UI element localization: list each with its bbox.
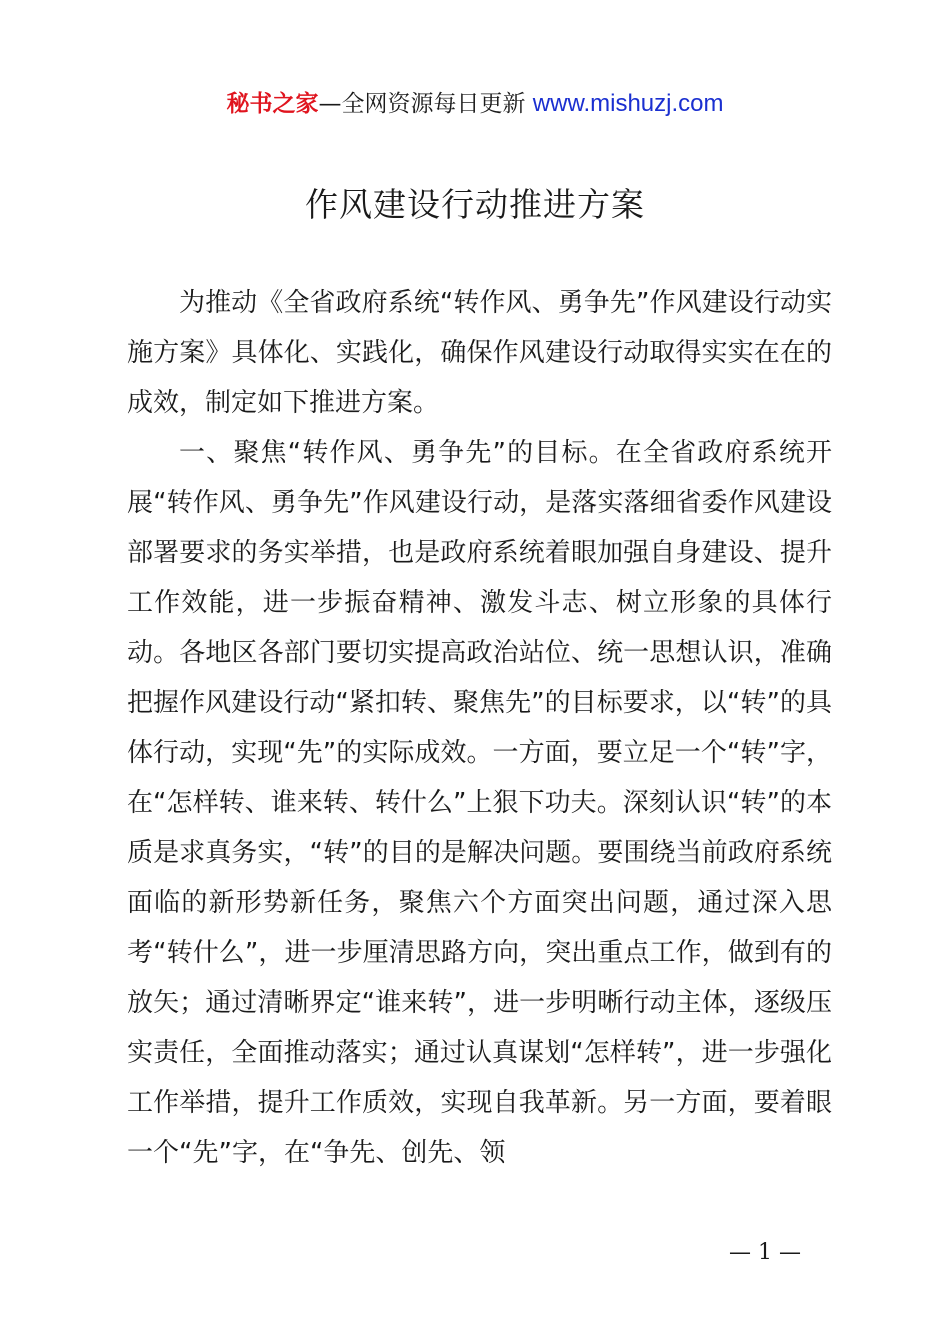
site-header [0,88,950,120]
intro-paragraph: 为推动《全省政府系统“转作风、勇争先”作风建设行动实施方案》具体化、实践化，确保作风建设行动取得实实在在的成效，制定如下推进方案。 [127,288,832,418]
header-tagline: —全网资源每日更新 [318,91,533,117]
document-body [127,278,832,1178]
section-one-paragraph: 一、聚焦“转作风、勇争先”的目标。在全省政府系统开展“转作风、勇争先”作风建设行动，是落实落细省委作风建设部署要求的务实举措，也是政府系统着眼加强自身建设、提升工作效能，进一步振奋精神、激发斗志、树立形象的具体行动。各地区各部门要切实提高政治站位、统一思想认识，准确把握作风建设行动“紧扣转、聚焦先”的目标要求，以“转”的具体行动，实现“先”的实际成效。一方面，要立足一个“转”字，在“怎样转、谁来转、转什么”上狠下功夫。深刻认识“转”的本质是求真务实，“转”的目的是解决问题。要围绕当前政府系统面临的新形势新任务，聚焦六个方面突出问题，通过深入思考“转什么”，进一步厘清思路方向，突出重点工作，做到有的放矢；通过清晰界定“谁来转”，进一步明晰行动主体，逐级压实责任，全面推动落实；通过认真谋划“怎样转”，进一步强化工作举措，提升工作质效，实现自我革新。另一方面，要着眼一个“先”字，在“争先、创先、领 [127,438,832,1168]
document-title: 作风建设行动推进方案 [305,185,645,224]
brand-name: 秘书之家 [226,91,319,117]
page-number: — 1 — [729,1240,801,1265]
site-url-link[interactable]: www.mishuzj.com [532,90,724,117]
